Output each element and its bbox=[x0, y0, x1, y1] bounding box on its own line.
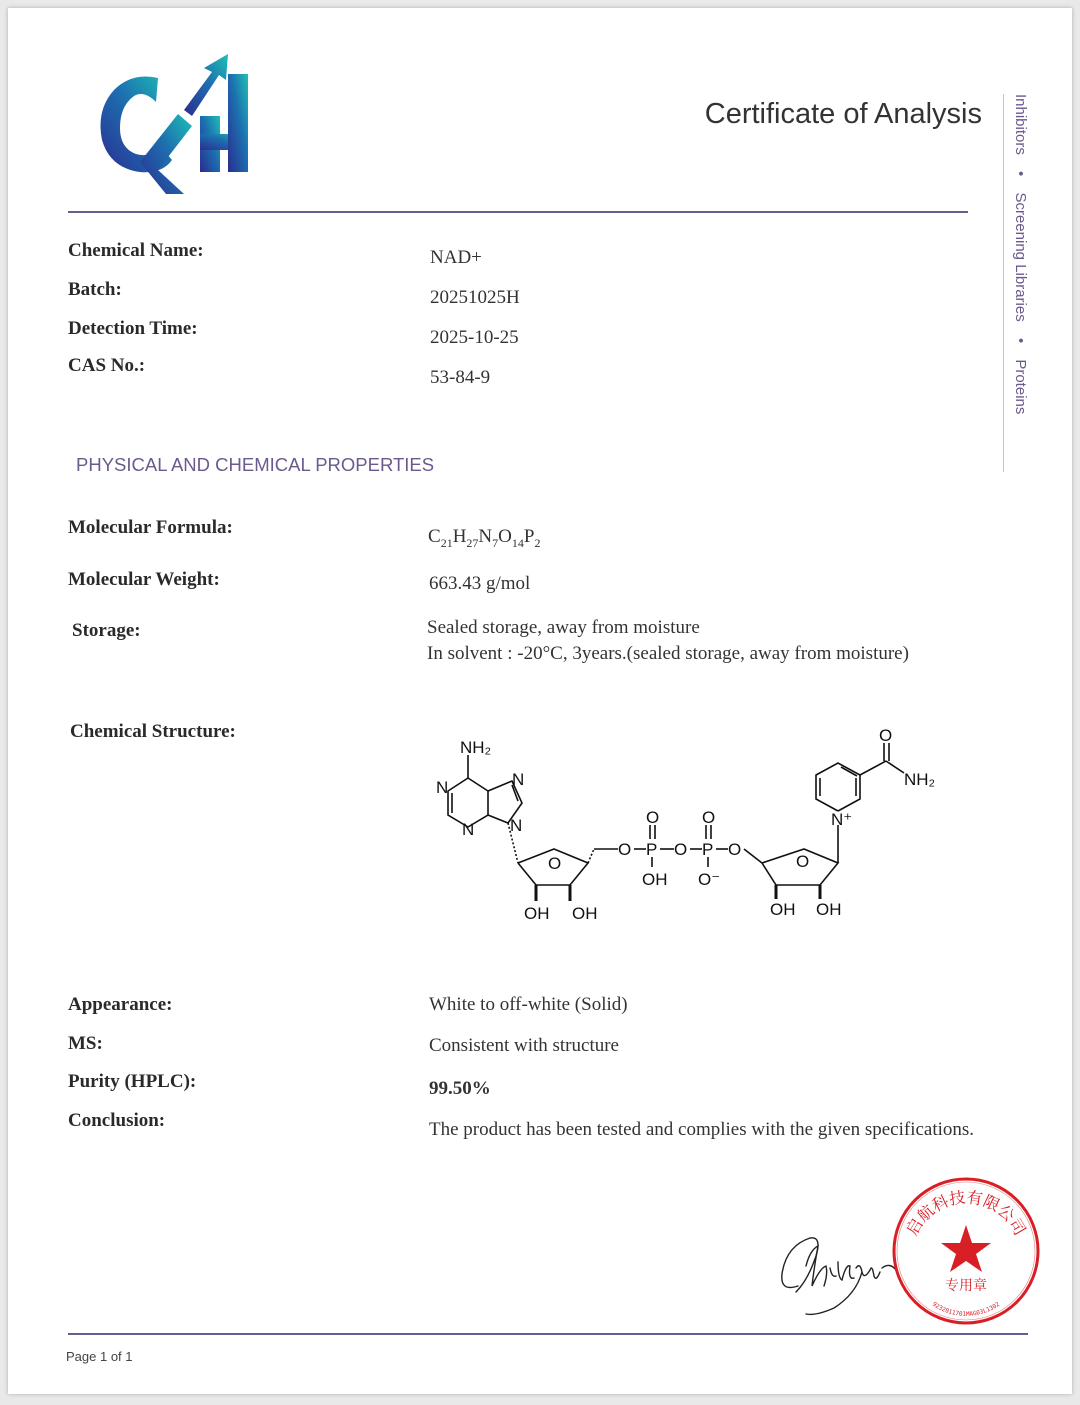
chemical-name-value: NAD+ bbox=[430, 247, 482, 268]
phosphoryl-oxygen-label: O bbox=[702, 808, 716, 827]
adenine-n1-label: N bbox=[436, 778, 449, 797]
ester-oxygen-label: O bbox=[618, 840, 632, 859]
storage-label: Storage: bbox=[72, 620, 141, 641]
chemical-name-label: Chemical Name: bbox=[68, 240, 204, 261]
purity-label: Purity (HPLC): bbox=[68, 1071, 197, 1092]
batch-label: Batch: bbox=[68, 279, 122, 300]
chemical-structure-diagram bbox=[428, 723, 988, 933]
sidebar-categories bbox=[1012, 94, 1029, 414]
ester-oxygen-label: O bbox=[728, 840, 742, 859]
molecular-formula-label: Molecular Formula: bbox=[68, 517, 233, 538]
signature bbox=[776, 1216, 906, 1321]
pyridinium-nitrogen-label: N⁺ bbox=[831, 810, 853, 829]
sidebar-item-inhibitors: Inhibitors bbox=[1012, 94, 1029, 155]
phosphorus-label: P bbox=[646, 840, 658, 859]
batch-value: 20251025H bbox=[430, 287, 520, 308]
sidebar-separator: • bbox=[1012, 337, 1029, 344]
conclusion-value: The product has been tested and complies with the given specifications. bbox=[429, 1119, 975, 1140]
ms-value: Consistent with structure bbox=[429, 1035, 619, 1056]
phosphate-anion-label: O⁻ bbox=[698, 870, 721, 889]
detection-time-value: 2025-10-25 bbox=[430, 327, 519, 348]
bridge-oxygen-label: O bbox=[674, 840, 688, 859]
purity-value: 99.50% bbox=[429, 1078, 491, 1099]
section-title: PHYSICAL AND CHEMICAL PROPERTIES bbox=[76, 454, 435, 475]
page-number: Page 1 of 1 bbox=[66, 1349, 133, 1364]
appearance-value: White to off-white (Solid) bbox=[429, 994, 628, 1015]
company-logo bbox=[92, 50, 254, 198]
stamp-seal-type: 专用章 bbox=[945, 1278, 987, 1294]
conclusion-label: Conclusion: bbox=[68, 1110, 166, 1131]
header-divider bbox=[68, 211, 968, 213]
storage-line-2: In solvent : -20°C, 3years.(sealed storage, away from moisture) bbox=[427, 643, 909, 664]
sidebar-divider bbox=[1003, 94, 1004, 472]
cas-no-label: CAS No.: bbox=[68, 355, 146, 376]
ribose-oxygen-label: O bbox=[796, 852, 810, 871]
ribose-hydroxyl-label: OH bbox=[524, 904, 550, 923]
phosphorus-label: P bbox=[702, 840, 714, 859]
certificate-page bbox=[8, 8, 1072, 1394]
company-seal-stamp bbox=[888, 1173, 1044, 1329]
storage-line-1: Sealed storage, away from moisture bbox=[427, 617, 700, 638]
sidebar-item-screening-libraries: Screening Libraries bbox=[1012, 192, 1029, 322]
footer-divider bbox=[68, 1333, 1028, 1335]
ribose-hydroxyl-label: OH bbox=[816, 900, 842, 919]
adenine-amine-label: NH₂ bbox=[460, 738, 492, 757]
molecular-formula-text: $C_{21}H_{27}N_7O_{14}P_2$ bbox=[428, 526, 541, 550]
phosphoryl-oxygen-label: O bbox=[646, 808, 660, 827]
ribose-hydroxyl-label: OH bbox=[572, 904, 598, 923]
molecular-weight-label: Molecular Weight: bbox=[68, 569, 220, 590]
sidebar-separator: • bbox=[1012, 171, 1029, 177]
appearance-label: Appearance: bbox=[68, 994, 173, 1015]
chemical-structure-label: Chemical Structure: bbox=[70, 721, 236, 742]
phosphate-hydroxyl-label: OH bbox=[642, 870, 668, 889]
adenine-n7-label: N bbox=[512, 770, 525, 789]
stamp-registration-code: 9232011701MAG03L1302 bbox=[930, 1300, 1002, 1318]
adenine-n9-label: N bbox=[510, 816, 523, 835]
molecular-weight-value: 663.43 g/mol bbox=[429, 573, 531, 594]
molecular-formula-value bbox=[428, 526, 540, 551]
adenine-n3-label: N bbox=[462, 820, 475, 839]
detection-time-label: Detection Time: bbox=[68, 318, 198, 339]
cas-no-value: 53-84-9 bbox=[430, 367, 491, 388]
amide-oxygen-label: O bbox=[879, 726, 893, 745]
sidebar-item-proteins: Proteins bbox=[1012, 359, 1029, 415]
stamp-star-icon bbox=[941, 1225, 991, 1272]
document-title: Certificate of Analysis bbox=[704, 98, 982, 130]
ms-label: MS: bbox=[68, 1033, 103, 1054]
ribose-hydroxyl-label: OH bbox=[770, 900, 796, 919]
amide-amine-label: NH₂ bbox=[904, 770, 936, 789]
stamp-company-name: 启航科技有限公司 bbox=[902, 1187, 1030, 1239]
ribose-oxygen-label: O bbox=[548, 854, 562, 873]
